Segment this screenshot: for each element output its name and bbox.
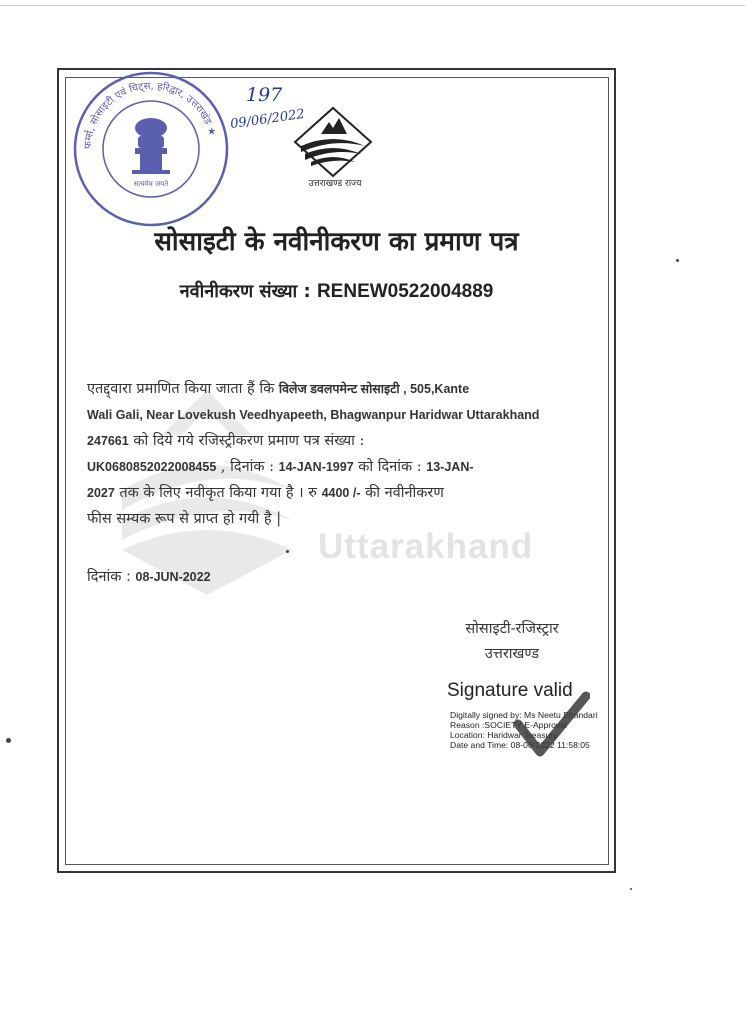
issue-date-value: 08-JUN-2022 [135,570,211,584]
handwritten-number: 197 [246,84,283,106]
body-line-5 [87,480,587,506]
scan-speck [630,888,632,890]
body-text-segment: को दिये गये रजिस्ट्रीकरण प्रमाण पत्र संख्या : [128,433,365,449]
body-line-2 [87,402,587,428]
society-name-address: विलेज डवलपमेन्ट सोसाइटी , 505,Kante [278,382,470,396]
signature-datetime: Date and Time: 08-06-2022 11:58:05 [450,740,590,750]
certificate-body [87,376,587,532]
body-text-segment: की नवीनीकरण [360,485,444,501]
body-text-segment: फीस सम्यक रूप से प्राप्त हो गयी है | [87,511,282,527]
registration-number: UK0680852022008455 [87,460,217,474]
issue-date-label: दिनांक : [87,569,136,585]
signature-signed-by: Digitally signed by: Ms Neetu Bhandari [450,710,598,720]
svg-text:सत्यमेव जयते: सत्यमेव जयते [133,180,169,188]
signature-check-icon [510,688,590,758]
scan-speck [6,738,11,743]
emblem-label: उत्तराखण्ड राज्य [308,179,362,189]
signature-location: Location: Haridwar Treasury [450,730,558,740]
body-line-3 [87,428,587,454]
watermark-text: Uttarakhand [318,527,534,566]
validity-date-part: 13-JAN- [426,460,474,474]
body-line-4 [87,454,587,480]
scan-top-edge [0,5,745,6]
signature-reason: Reason :SOCIETY E-Approval [450,720,567,730]
registrar-title: सोसाइटी-रजिस्ट्रार [465,621,559,637]
body-text-segment: को दिनांक : [353,459,427,475]
signature-status: Signature valid [447,680,573,701]
scan-speck [676,259,679,262]
renewal-fee: 4400 /- [321,486,361,500]
registrar-state: उत्तराखण्ड [484,646,540,662]
body-line-1 [87,376,587,402]
body-line-6 [87,506,587,532]
society-address: Wali Gali, Near Lovekush Veedhyapeeth, Bhagwanpur Haridwar Uttarakhand [87,408,540,422]
body-text-segment: एतद्द्वारा प्रमाणित किया जाता हैं कि [87,381,279,397]
official-seal [72,70,230,228]
validity-year: 2027 [87,486,115,500]
scan-speck [286,550,289,553]
handwritten-date: 09/06/2022 [229,106,306,133]
uttarakhand-emblem [293,106,373,178]
document-title: सोसाइटी के नवीनीकरण का प्रमाण पत्र [154,227,519,257]
svg-text:फर्म्स, सोसाइटी एवं चिट्स, हरि: फर्म्स, सोसाइटी एवं चिट्स, हरिद्वार, उत्तराखंड ★ [82,80,218,150]
issue-date [87,566,211,586]
renewal-number-label: नवीनीकरण संख्या : [179,281,317,302]
registration-date: 14-JAN-1997 [278,460,354,474]
body-text-segment: तक के लिए नवीकृत किया गया है । रु [114,485,322,501]
renewal-number-line [0,279,673,303]
renewal-number-value: RENEW0522004889 [316,281,494,302]
pin-code: 247661 [87,434,129,448]
body-text-segment: , दिनांक : [216,459,279,475]
